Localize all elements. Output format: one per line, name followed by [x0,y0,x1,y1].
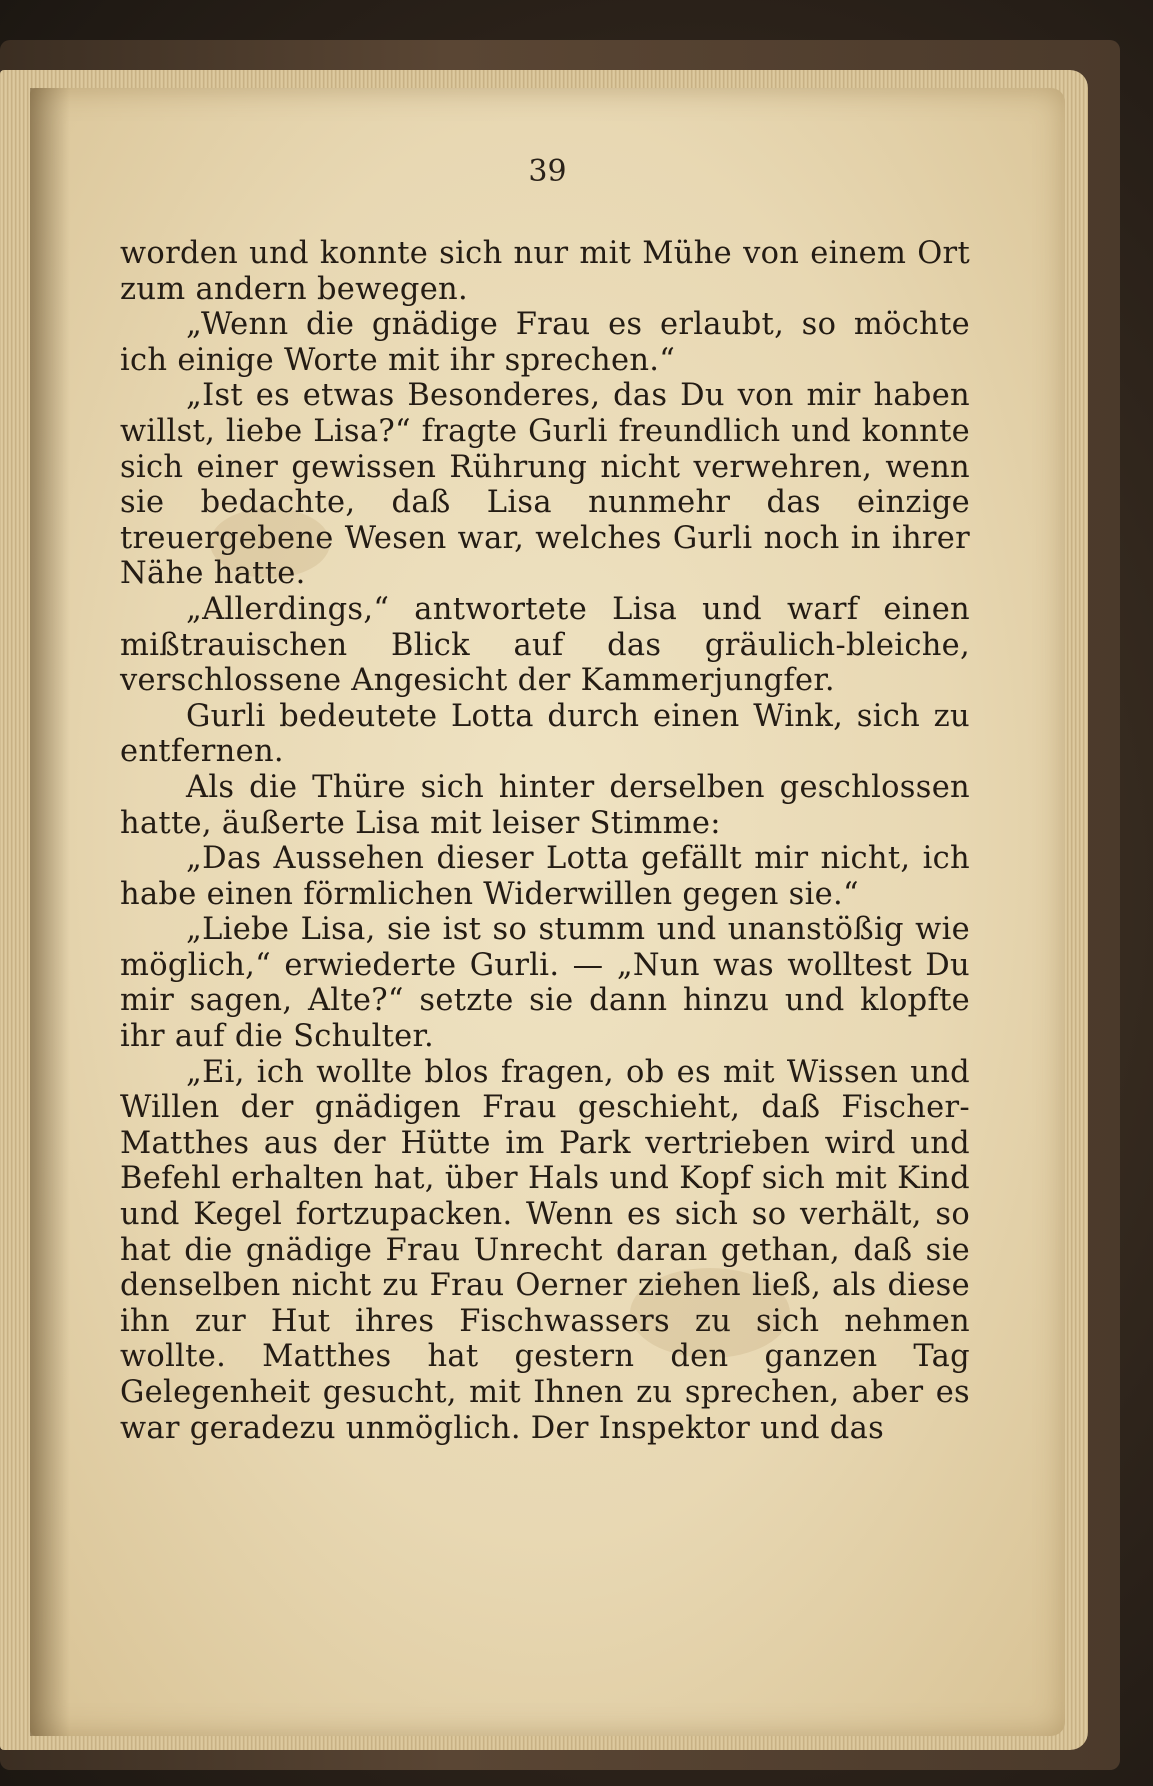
paragraph: Als die Thüre sich hinter derselben geschlossen hatte, äußerte Lisa mit leiser Stimme: [120,769,970,841]
paragraph: „Das Aussehen dieser Lotta gefällt mir nicht, ich habe einen förmlichen Widerwillen gegen sie.“ [120,841,970,912]
paragraph: „Liebe Lisa, sie ist so stumm und unanstößig wie möglich,“ erwiederte Gurli. — „Nun was wolltest Du mir sagen, Alte?“ setzte sie dann hinzu und klopfte ihr auf die Schulter. [120,912,970,1055]
page-gutter [30,88,70,1736]
page-number: 39 [528,154,567,189]
book-page [30,88,1065,1736]
paragraph: „Wenn die gnädige Frau es erlaubt, so möchte ich einige Worte mit ihr sprechen.“ [120,307,970,378]
paragraph: Gurli bedeutete Lotta durch einen Wink, sich zu entfernen. [120,698,970,770]
paragraph: „Allerdings,“ antwortete Lisa und warf einen mißtrauischen Blick auf das gräulich-bleiche, verschlossene Angesicht der Kammerjungfer. [120,591,970,699]
body-text [120,236,970,1446]
paragraph: „Ei, ich wollte blos fragen, ob es mit Wissen und Willen der gnädigen Frau geschieht, daß Fischer-Matthes aus der Hütte im Park vertrieben wird und Befehl erhalten hat, über Hals und Kopf sich mit Kind und Kegel fortzupacken. Wenn es sich so verhält, so hat die gnädige Frau Unrecht daran gethan, daß sie denselben nicht zu Frau Oerner ziehen ließ, als diese ihn zur Hut ihres Fischwassers zu sich nehmen wollte. Matthes hat gestern den ganzen Tag Gelegenheit gesucht, mit Ihnen zu sprechen, aber es war geradezu unmöglich. Der Inspektor und das [120,1054,970,1446]
paragraph: worden und konnte sich nur mit Mühe von einem Ort zum andern bewegen. [120,236,970,307]
paragraph: „Ist es etwas Besonderes, das Du von mir haben willst, liebe Lisa?“ fragte Gurli freundlich und konnte sich einer gewissen Rührung nicht verwehren, wenn sie bedachte, daß Lisa nunmehr das einzige treuergebene Wesen war, welches Gurli noch in ihrer Nähe hatte. [120,378,970,592]
